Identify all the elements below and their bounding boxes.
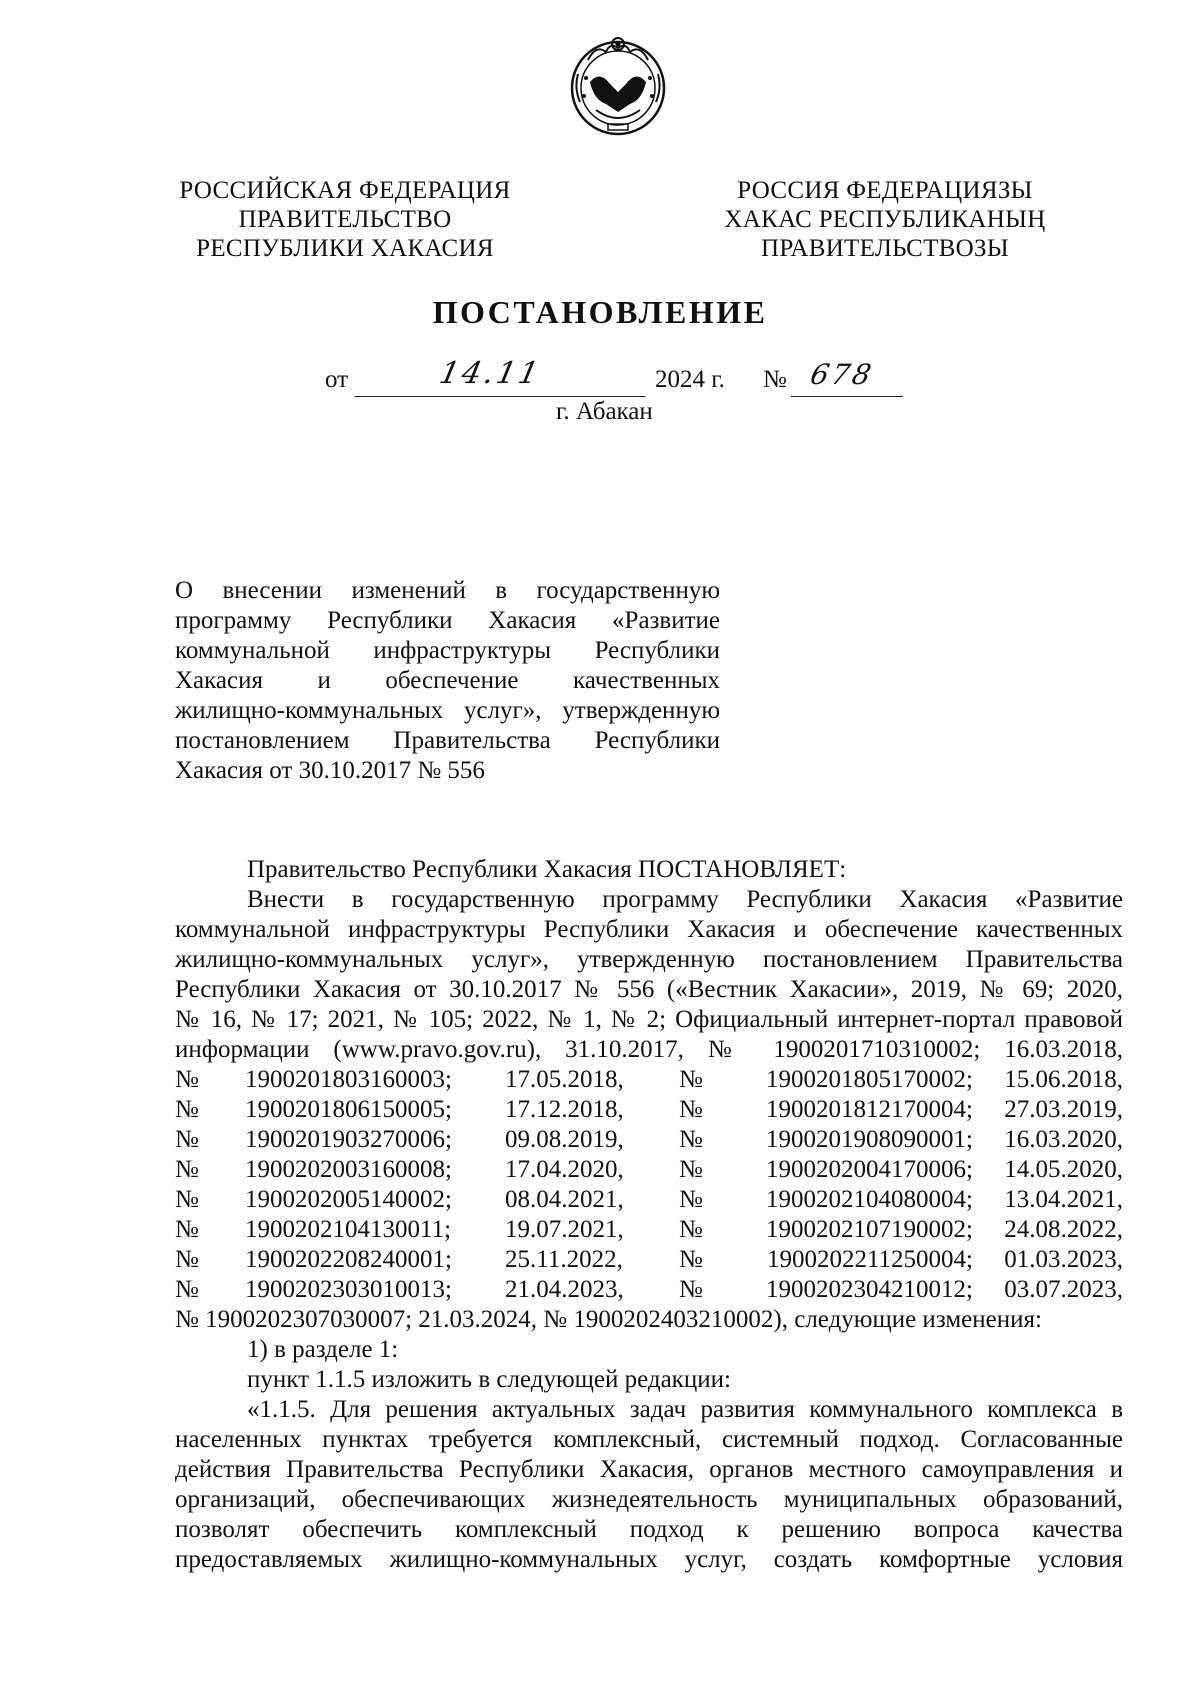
intro-line: коммунальной инфраструктуры Республики Хакасия и обеспечение качественных [175, 916, 1123, 943]
coat-of-arms-emblem [566, 30, 670, 138]
registry-cell: № [679, 1216, 703, 1243]
quote-line: действия Правительства Республики Хакасия, органов местного самоуправления и [175, 1456, 1123, 1483]
quote-line: населенных пунктах требуется комплексный, системный подход. Согласованные [175, 1426, 1123, 1453]
registry-row [175, 1185, 1123, 1215]
number-underline [791, 396, 903, 397]
intro-line: Республики Хакасия от 30.10.2017 № 556 («Вестник Хакасии», 2019, № 69; 2020, [175, 976, 1123, 1003]
subject-line: программу Республики Хакасия «Развитие [175, 607, 720, 634]
subject-line: Хакасия от 30.10.2017 № 556 [175, 757, 485, 784]
registry-cell: 15.06.2018, [1004, 1066, 1123, 1093]
header-line: ПРАВИТЕЛЬСТВО [238, 206, 452, 233]
registry-cell: 1900202211250004; [766, 1246, 973, 1273]
header-khakas [715, 176, 1055, 263]
registry-cell: 27.03.2019, [1004, 1096, 1123, 1123]
header-line: РОССИЯ ФЕДЕРАЦИЯЗЫ [737, 177, 1033, 204]
registry-cell: 17.04.2020, [505, 1156, 624, 1183]
subject-line: постановлением Правительства Республики [175, 727, 720, 754]
registry-cell: № [679, 1186, 703, 1213]
registry-cell: № [679, 1156, 703, 1183]
registry-cell: 14.05.2020, [1004, 1156, 1123, 1183]
registry-cell: 1900202003160008; [245, 1156, 452, 1183]
registry-cell: 1900202104130011; [245, 1216, 452, 1243]
registry-cell: № [175, 1126, 199, 1153]
registry-cell: 1900201803160003; [245, 1066, 452, 1093]
intro-line: № 16, № 17; 2021, № 105; 2022, № 1, № 2; Официальный интернет-портал правовой [175, 1006, 1123, 1033]
registry-cell: 09.08.2019, [505, 1126, 624, 1153]
registry-cell: 08.04.2021, [505, 1186, 624, 1213]
intro-line: Внести в государственную программу Республики Хакасия «Развитие [247, 886, 1123, 913]
intro-line: жилищно-коммунальных услуг», утвержденную постановлением Правительства [175, 946, 1123, 973]
subject-line: Хакасия и обеспечение качественных [175, 667, 720, 694]
registry-cell: № [679, 1276, 703, 1303]
subject-line: О внесении изменений в государственную [175, 577, 720, 604]
registry-row [175, 1245, 1123, 1275]
registry-cell: № [175, 1276, 199, 1303]
decree-line: Правительство Республики Хакасия ПОСТАНОВЛЯЕТ: [247, 856, 847, 883]
handwritten-number: 678 [807, 358, 877, 391]
handwritten-date: 14.11 [436, 356, 545, 391]
registry-cell: 01.03.2023, [1004, 1246, 1123, 1273]
registry-cell: № [679, 1126, 703, 1153]
registry-cell: 24.08.2022, [1004, 1216, 1123, 1243]
registry-row [175, 1275, 1123, 1305]
registry-cell: 1900202303010013; [245, 1276, 452, 1303]
intro-line: информации (www.pravo.gov.ru), 31.10.2017, № 1900201710310002; 16.03.2018, [175, 1036, 1123, 1063]
document-title: ПОСТАНОВЛЕНИЕ [432, 294, 768, 330]
registry-cell: № [175, 1156, 199, 1183]
quote-line: предоставляемых жилищно-коммунальных услуг, создать комфортные условия [175, 1546, 1123, 1573]
header-line: РЕСПУБЛИКИ ХАКАСИЯ [196, 235, 494, 262]
registry-cell: 17.05.2018, [505, 1066, 624, 1093]
registry-cell: 1900202304210012; [766, 1276, 973, 1303]
registry-cell: № [175, 1186, 199, 1213]
registry-cell: № [175, 1216, 199, 1243]
header-line: РОССИЙСКАЯ ФЕДЕРАЦИЯ [179, 177, 511, 204]
body-text [175, 855, 1123, 1575]
registry-cell: № [679, 1066, 703, 1093]
registry-cell: 1900201812170004; [766, 1096, 973, 1123]
registry-cell: № [679, 1246, 703, 1273]
header-line: ХАКАС РЕСПУБЛИКАНЫҢ [724, 206, 1046, 233]
registry-cell: 25.11.2022, [505, 1246, 623, 1273]
item-point: пункт 1.1.5 изложить в следующей редакции: [247, 1366, 731, 1393]
registry-cell: 1900202104080004; [766, 1186, 973, 1213]
date-number-line [325, 356, 925, 402]
registry-cell: № [175, 1246, 199, 1273]
quote-line: «1.1.5. Для решения актуальных задач развития коммунального комплекса в [247, 1396, 1123, 1423]
registry-cell: 1900202208240001; [245, 1246, 452, 1273]
registry-cell: 1900201805170002; [766, 1066, 973, 1093]
registry-cell: 03.07.2023, [1004, 1276, 1123, 1303]
quote-line: организаций, обеспечивающих жизнедеятельность муниципальных образований, [175, 1486, 1123, 1513]
registry-cell: № [175, 1096, 199, 1123]
subject-line: коммунальной инфраструктуры Республики [175, 637, 720, 664]
registry-row [175, 1125, 1123, 1155]
registry-cell: 17.12.2018, [505, 1096, 624, 1123]
quote-line: позволят обеспечить комплексный подход к решению вопроса качества [175, 1516, 1123, 1543]
registry-row [175, 1095, 1123, 1125]
registry-cell: 19.07.2021, [505, 1216, 624, 1243]
registry-row [175, 1065, 1123, 1095]
registry-cell: № [679, 1096, 703, 1123]
date-underline [355, 396, 645, 397]
item-1: 1) в разделе 1: [247, 1336, 399, 1363]
registry-cell: 1900201903270006; [245, 1126, 452, 1153]
registry-cell: 1900201806150005; [245, 1096, 452, 1123]
registry-cell: 21.04.2023, [505, 1276, 624, 1303]
subject-line: жилищно-коммунальных услуг», утвержденную [175, 697, 720, 724]
registry-cell: 1900201908090001; [766, 1126, 973, 1153]
registry-row [175, 1215, 1123, 1245]
header-line: ПРАВИТЕЛЬСТВОЗЫ [761, 235, 1009, 262]
number-label: № [763, 366, 787, 393]
registry-cell: 16.03.2020, [1004, 1126, 1123, 1153]
city: г. Абакан [556, 398, 653, 425]
registry-cell: 1900202107190002; [766, 1216, 973, 1243]
year-label: 2024 г. [655, 366, 725, 393]
closing-line: № 1900202307030007; 21.03.2024, № 1900202403210002), следующие изменения: [175, 1306, 1042, 1333]
subject-block [175, 576, 720, 786]
header-russian [170, 176, 520, 263]
registry-cell: 13.04.2021, [1004, 1186, 1123, 1213]
registry-cell: 1900202005140002; [245, 1186, 452, 1213]
registry-row [175, 1155, 1123, 1185]
from-label: от [325, 366, 349, 393]
registry-cell: № [175, 1066, 199, 1093]
registry-cell: 1900202004170006; [766, 1156, 973, 1183]
